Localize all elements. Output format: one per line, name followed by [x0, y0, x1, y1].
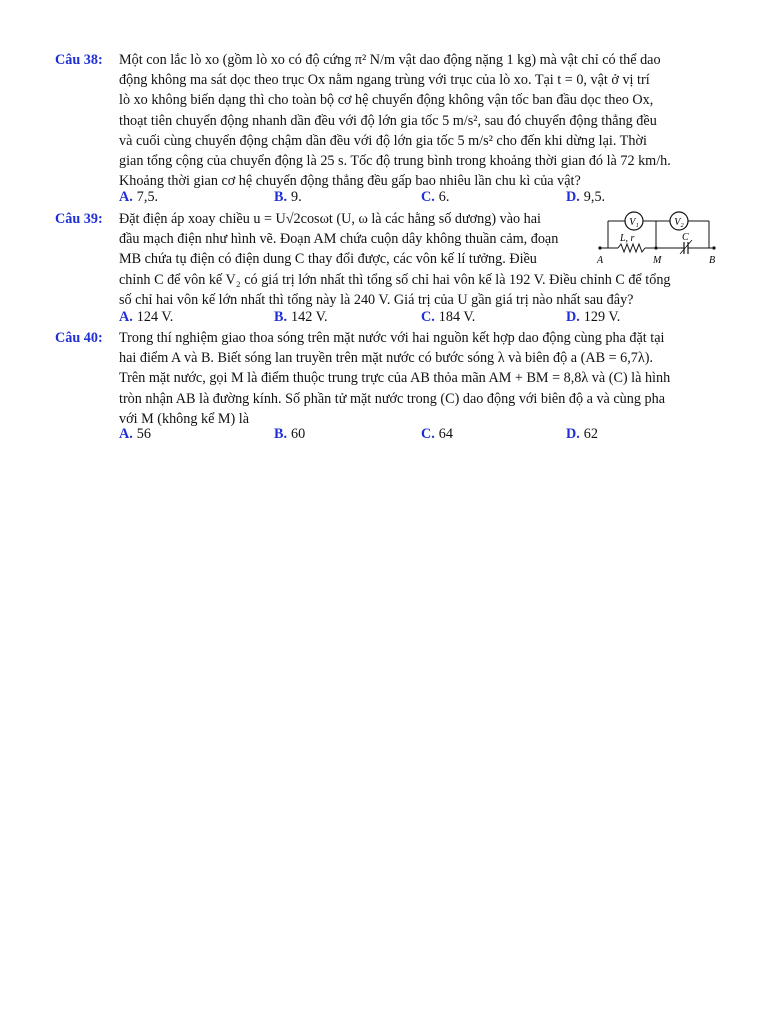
answer-a[interactable]	[119, 309, 173, 326]
answer-a[interactable]	[119, 189, 158, 206]
answer-value: 124 V.	[136, 309, 174, 325]
answer-label: C.	[421, 426, 435, 442]
answer-value: 184 V.	[438, 309, 476, 325]
question-line: chỉnh C để vôn kế V₂ có giá trị lớn nhất thì tổng số chỉ hai vôn kế là 192 V. Điều chỉnh C để tổng	[119, 271, 671, 288]
answer-value: 6.	[438, 189, 450, 205]
answer-row	[0, 309, 768, 329]
question-line: lò xo không biến dạng thì cho toàn bộ cơ hệ chuyển động không vận tốc ban đầu dọc theo Ox,	[119, 92, 654, 109]
voltmeter-v1-label: V₁	[629, 217, 639, 228]
terminal-b-label: B	[709, 255, 716, 266]
answer-value: 64	[438, 426, 453, 442]
coil-icon	[618, 244, 645, 252]
answer-a[interactable]	[119, 426, 151, 443]
answer-row	[0, 189, 768, 209]
answer-c[interactable]	[421, 189, 449, 206]
voltmeter-v2-label: V₂	[674, 217, 684, 228]
answer-d[interactable]	[566, 309, 620, 326]
coil-label: L, r	[620, 233, 635, 244]
answer-value: 9.	[291, 189, 302, 205]
question-line: Đặt điện áp xoay chiều u = U√2cosωt (U, ω là các hằng số dương) vào hai	[119, 211, 541, 227]
question-text	[119, 328, 714, 429]
answer-label: B.	[274, 189, 288, 205]
question-line: Trong thí nghiệm giao thoa sóng trên mặt nước với hai nguồn kết hợp dao động cùng pha đặt tại	[119, 330, 665, 346]
answer-label: A.	[119, 309, 133, 325]
answer-label: C.	[421, 189, 435, 205]
answer-value: 129 V.	[583, 309, 621, 325]
question-line: với M (không kể M) là	[119, 410, 250, 427]
answer-b[interactable]	[274, 309, 328, 326]
terminal-a-label: A	[597, 255, 604, 266]
answer-value: 60	[291, 426, 306, 442]
terminal-b-dot	[712, 246, 715, 249]
question-line: số chỉ hai vôn kế lớn nhất thì tổng này là 240 V. Giá trị của U gần giá trị nào nhất sau đây?	[119, 291, 634, 308]
answer-label: A.	[119, 189, 133, 205]
question-line: và cuối cùng chuyển động chậm dần đều với độ lớn gia tốc 5 m/s² cho đến khi dừng lại. Thời	[119, 132, 647, 149]
question-line: hai điểm A và B. Biết sóng lan truyền trên mặt nước có bước sóng λ và biên độ a (AB = 6,7λ).	[119, 350, 654, 367]
answer-c[interactable]	[421, 309, 475, 326]
answer-value: 142 V.	[291, 309, 328, 325]
node-m-dot	[654, 246, 657, 249]
question-number: Câu 40:	[55, 330, 103, 346]
answer-c[interactable]	[421, 426, 453, 443]
question-line: Khoảng thời gian cơ hệ chuyển động thẳng đều gấp bao nhiêu lần chu kì của vật?	[119, 173, 581, 190]
question-line: đầu mạch điện như hình vẽ. Đoạn AM chứa cuộn dây không thuần cảm, đoạn	[119, 231, 559, 248]
answer-value: 56	[136, 426, 151, 442]
answer-label: B.	[274, 426, 288, 442]
answer-label: D.	[566, 309, 580, 325]
answer-value: 62	[583, 426, 598, 442]
answer-b[interactable]	[274, 426, 305, 443]
answer-label: C.	[421, 309, 435, 325]
question-line: Trên mặt nước, gọi M là điểm thuộc trung trực của AB thỏa mãn AM + BM = 8,8λ và (C) là hình	[119, 370, 671, 387]
answer-row	[0, 426, 768, 446]
question-number: Câu 39:	[55, 211, 103, 227]
question-line: thoạt tiên chuyển động nhanh dần đều với độ lớn gia tốc 5 m/s², sau đó chuyển động thẳng đều	[119, 112, 657, 129]
circuit-diagram	[596, 210, 718, 266]
question-line: Một con lắc lò xo (gồm lò xo có độ cứng π² N/m vật dao động nặng 1 kg) mà vật chỉ có thể dao	[119, 52, 661, 68]
answer-d[interactable]	[566, 189, 605, 206]
question-number: Câu 38:	[55, 52, 103, 68]
node-m-label: M	[653, 255, 662, 266]
answer-label: D.	[566, 426, 580, 442]
question-line: động không ma sát dọc theo trục Ox nằm ngang trùng với trục của lò xo. Tại t = 0, vật ở vị trí	[119, 72, 650, 89]
answer-value: 7,5.	[136, 189, 159, 205]
answer-label: D.	[566, 189, 580, 205]
answer-value: 9,5.	[583, 189, 606, 205]
answer-d[interactable]	[566, 426, 598, 443]
capacitor-label: C	[682, 232, 689, 243]
question-line: gian tổng cộng của chuyển động là 25 s. Tốc độ trung bình trong khoảng thời gian đó là 72 km/h.	[119, 153, 671, 170]
answer-label: A.	[119, 426, 133, 442]
question-text	[119, 50, 714, 191]
question-line: tròn nhận AB là đường kính. Số phần tử mặt nước trong (C) dao động với biên độ a và cùng pha	[119, 390, 665, 407]
terminal-a-dot	[598, 246, 601, 249]
answer-label: B.	[274, 309, 288, 325]
answer-b[interactable]	[274, 189, 302, 206]
question-line: MB chứa tụ điện có điện dung C thay đổi được, các vôn kế lí tưởng. Điều	[119, 251, 537, 268]
